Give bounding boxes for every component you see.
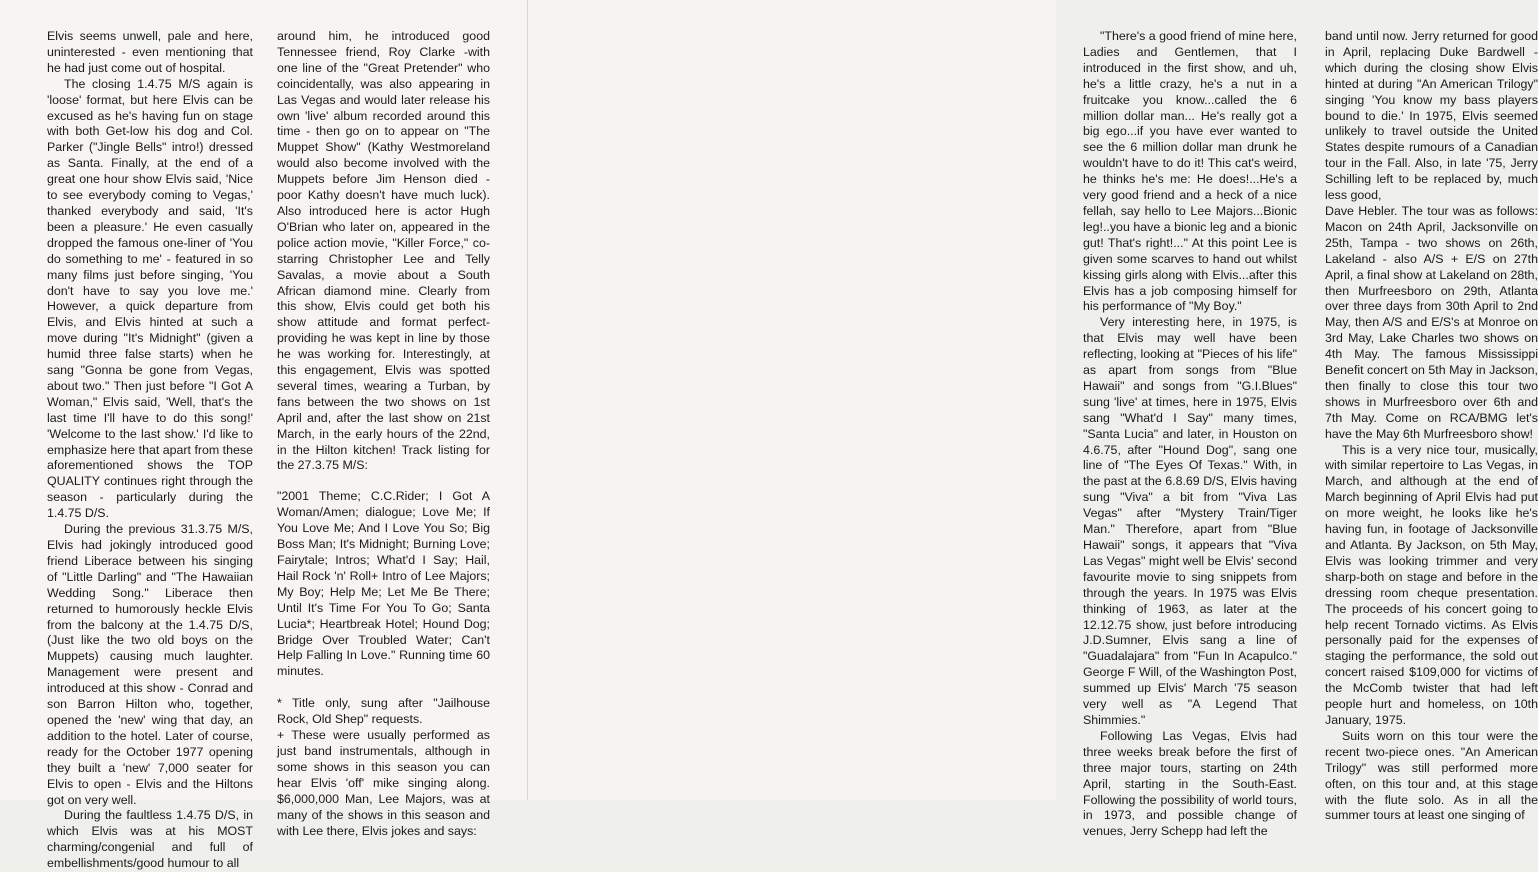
paragraph: band until now. Jerry returned for good in April, replacing Duke Bardwell - which during the closing show Elvis hinted at during "An American Trilogy" singing 'You know my bass players bound to die.' In 1975, Elvis seemed unlikely to travel outside the United States despite rumours of a Canadian tour in the Fall. Also, in late '75, Jerry Schilling left to be replaced by, much less good, [1325, 29, 1538, 203]
paragraph: The closing 1.4.75 M/S again is 'loose' format, but here Elvis can be excused as he's having fun on stage with both Get-low his dog and Col. Parker ("Jingle Bells" intro!) dressed as Santa. Finally, at the end of a great one hour show Elvis said, 'Nice to see everybody coming to Vegas,' thanked everybody and said, 'It's been a pleasure.' He even casually dropped the famous one-liner of 'You do something to me' - featured in so many films just before singing, 'You don't have to say you love me.' However, a quick departure from Elvis, and Elvis hinted at such a move during "It's Midnight" (given a humid three false starts) when he sang "Gonna be gone from Vegas, about two." Then just before "I Got A Woman," Elvis said, 'Well, that's the last time I'll have to do this song!' 'Welcome to the last show.' I'd like to emphasize here that apart from these aforementioned shows the TOP QUALITY continues right through the season - particularly during the 1.4.75 D/S. [47, 76, 253, 521]
paragraph: During the faultless 1.4.75 D/S, in which Elvis was at his MOST charming/congenial and full of embellishments/good humour to all [47, 808, 253, 871]
paragraph: Dave Hebler. The tour was as follows: Macon on 24th April, Jacksonville on 25th, Tampa - two shows on 26th, Lakeland - also A/S + E/S on 27th April, a final show at Lakeland on 28th, then Murfreesboro on 29th, Atlanta over three days from 30th April to 2nd May, then A/S and E/S's at Monroe on 3rd May, Lake Charles two shows on 4th May. The famous Mississippi Benefit concert on 5th May in Jackson, then finally to close this tour two shows in Murfreesboro over 6th and 7th May. Come on RCA/BMG let's have the May 6th Murfreesboro show! [1325, 203, 1538, 441]
paragraph: Following Las Vegas, Elvis had three weeks break before the first of three major tours, starting on 24th April, starting in the South-East. Following the possibility of world tours, in 1973, and possible change of venues, Jerry Schepp had left the [1083, 728, 1297, 839]
left-page-column-1 [47, 29, 253, 871]
paragraph: Very interesting here, in 1975, is that Elvis may well have been reflecting, looking at "Pieces of his life" as apart from songs from "Blue Hawaii" and songs from "G.I.Blues" sung 'live' at times, here in 1975, Elvis sang "What'd I Say" many times, "Santa Lucia" and later, in Houston on 4.6.75, after "Hound Dog", sang one line of "The Eyes Of Texas." With, in the past at the 6.8.69 D/S, Elvis having sung "Viva" a bit from "Viva Las Vegas" after "Mystery Train/Tiger Man." Therefore, apart from "Blue Hawaii" songs, it appears that "Viva Las Vegas" might well be Elvis' second favourite movie to sing snippets from through the years. In 1975 was Elvis thinking of 1963, as later at the 12.12.75 show, just before introducing J.D.Sumner, Elvis sang a line of "Guadalajara" from "Fun In Acapulco." George F Will, of the Washington Post, summed up Elvis' March '75 season very well as "A Legend That Shimmies." [1083, 315, 1297, 727]
left-page [0, 0, 528, 871]
footnote: + These were usually performed as just band instrumentals, although in some shows in this season you can hear Elvis 'off' mike singing along. $6,000,000 Man, Lee Majors, was at many of the shows in this season and with Lee there, Elvis jokes and says: [277, 728, 490, 838]
paragraph: During the previous 31.3.75 M/S, Elvis had jokingly introduced good friend Liberace between his singing of "Little Darling" and "The Hawaiian Wedding Song." Liberace then returned to humorously heckle Elvis from the balcony at the 1.4.75 D/S, (Just like the two old boys on the Muppets) causing much laughter. Management were present and introduced at this show - Conrad and son Barron Hilton who, together, opened the 'new' wing that day, an addition to the hotel. Later of course, ready for the October 1977 opening they built a 'new' 7,000 seater for Elvis to open - Elvis and the Hiltons got on very well. [47, 522, 253, 807]
right-page-column-1 [1083, 29, 1297, 839]
paragraph: around him, he introduced good Tennessee friend, Roy Clarke -with one line of the "Great Pretender" who coincidentally, was also appearing in Las Vegas and would later release his own 'live' album recorded around this time - then go on to appear on "The Muppet Show" (Kathy Westmoreland would also become involved with the Muppets before Jim Henson died - poor Kathy doesn't have much luck). Also introduced here is actor Hugh O'Brian who later on, appeared in the police action movie, "Killer Force," co-starring Christopher Lee and Telly Savalas, a movie about a South African diamond mine. Clearly from this show, Elvis could get both his show attitude and format perfect-providing he was kept in line by those he was working for. Interestingly, at this engagement, Elvis was spotted several times, wearing a Turban, by fans between the two shows on 1st April and, after the last show on 21st March, in the early hours of the 22nd, in the Hilton kitchen! Track listing for the 27.3.75 M/S: [277, 29, 490, 473]
left-page-column-2 [277, 29, 490, 838]
paragraph: Suits worn on this tour were the recent two-piece ones. "An American Trilogy" was still performed more often, on this tour and, at this stage with the flute solo. As in all the summer tours at least one singing of [1325, 728, 1538, 823]
paragraph: This is a very nice tour, musically, with similar repertoire to Las Vegas, in March, and although at the end of March beginning of April Elvis had put on more weight, he looks like he's having fun, in footage of Jacksonville and Atlanta. By Jackson, on 5th May, Elvis was looking trimmer and very sharp-both on stage and before in the dressing room cheque presentation. The proceeds of his concert going to help recent Tornado victims. As Elvis personally paid for the expenses of staging the performance, the sold out concert raised $109,000 for victims of the McComb twister that had left people hurt and homeless, on 10th January, 1975. [1325, 442, 1538, 727]
footnote: * Title only, sung after "Jailhouse Rock, Old Shep" requests. [277, 696, 490, 727]
paragraph: "There's a good friend of mine here, Ladies and Gentlemen, that I introduced in the first show, and uh, he's a little crazy, he's a nut in a fruitcake you know...called the 6 million dollar man... He's really got a big ego...if you have ever wanted to see the 6 million dollar man drunk he wouldn't have to do it! This cat's weird, he thinks he's me: He does!...He's a very good friend and a heck of a nice fellah, say hello to Lee Majors...Bionic leg!..you have a bionic leg and a bionic gut! That's right!..." At this point Lee is given some scarves to hand out whilst kissing girls along with Elvis...after this Elvis has a job composing himself for his performance of "My Boy." [1083, 29, 1297, 314]
right-page-column-2 [1325, 29, 1538, 823]
track-listing: "2001 Theme; C.C.Rider; I Got A Woman/Amen; dialogue; Love Me; If You Love Me; And I Love You So; Big Boss Man; It's Midnight; Burning Love; Fairytale; Intros; What'd I Say; Hail, Hail Rock 'n' Roll+ Intro of Lee Majors; My Boy; Help Me; Let Me Be There; Until It's Time For You To Go; Santa Lucia*; Heartbreak Hotel; Hound Dog; Bridge Over Troubled Water; Can't Help Falling In Love." Running time 60 minutes. [277, 489, 490, 679]
paragraph: Elvis seems unwell, pale and here, uninterested - even mentioning that he had just come out of hospital. [47, 29, 253, 75]
right-page [528, 0, 1538, 839]
